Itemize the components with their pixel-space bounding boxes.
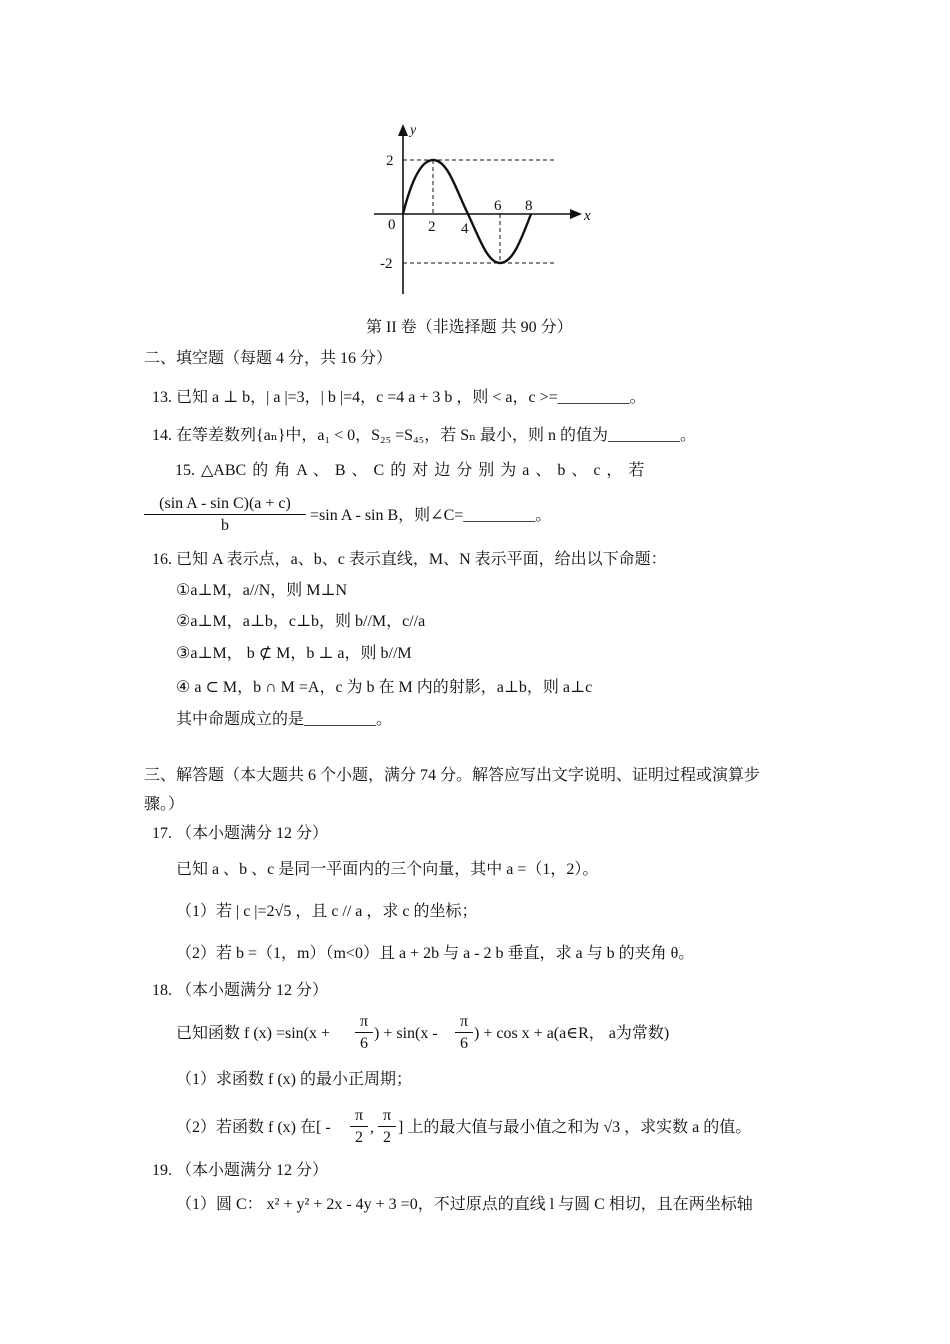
question-16-item-3: ③a⊥M， b ⊄ M，b ⊥ a，则 b//M (176, 645, 412, 662)
question-16-item-4: ④ a ⊂ M，b ∩ M =A，c 为 b 在 M 内的射影，a⊥b，则 a⊥c (176, 679, 593, 696)
pi-over-2-b (378, 1106, 396, 1149)
pi-symbol: π (378, 1106, 396, 1127)
x-tick-6: 6 (494, 198, 502, 214)
question-18-title: 18. （本小题满分 12 分） (152, 982, 329, 999)
x-tick-4: 4 (461, 221, 469, 237)
question-13: 13. 已知 a ⊥ b，| a |=3，| b |=4，c =4 a + 3 b ，则 < a，c >=_________。 (152, 389, 646, 406)
question-15-fraction (144, 494, 306, 537)
fraction-numerator: (sin A - sin C)(a + c) (144, 494, 306, 515)
question-16-conclusion: 其中命题成立的是_________。 (176, 711, 393, 728)
y-tick-2: 2 (386, 153, 394, 169)
x-axis-label: x (584, 208, 591, 224)
question-16-item-1: ①a⊥M，a//N，则 M⊥N (176, 582, 348, 599)
question-16-item-2: ②a⊥M，a⊥b，c⊥b，则 b//M，c//a (176, 613, 426, 630)
question-18-part1: （1）求函数 f (x) 的最小正周期； (176, 1071, 412, 1088)
question-17-part2: （2）若 b =（1，m）（m<0）且 a + 2b 与 a - 2 b 垂直，求 a 与 b 的夹角 θ。 (176, 945, 695, 962)
section2-header: 二、填空题（每题 4 分，共 16 分） (144, 350, 393, 367)
sine-graph (360, 118, 600, 298)
pi-over-6-b (455, 1012, 473, 1055)
x-axis-arrow (570, 209, 582, 219)
sine-curve (403, 160, 531, 263)
fraction-denominator: b (221, 517, 229, 534)
six-denominator: 6 (460, 1035, 468, 1052)
question-19-part1: （1）圆 C： x² + y² + 2x - 4y + 3 =0，不过原点的直线 l 与圆 C 相切，且在两坐标轴 (176, 1196, 753, 1213)
question-18-part2-comma: , (370, 1119, 374, 1136)
section3-header-line2: 骤。） (144, 796, 185, 813)
pi-over-2-a (350, 1106, 368, 1149)
pi-symbol: π (455, 1012, 473, 1033)
question-18-stem-suffix: ) + cos x + a(a∈R， a为常数) (474, 1025, 670, 1042)
y-tick-neg2: -2 (380, 256, 393, 272)
question-16-stem: 16. 已知 A 表示点，a、b、c 表示直线，M、N 表示平面，给出以下命题： (152, 551, 667, 568)
x-tick-2: 2 (428, 219, 436, 235)
question-18-part2-suffix: ] 上的最大值与最小值之和为 √3 ，求实数 a 的值。 (398, 1119, 752, 1136)
y-axis-arrow (398, 124, 408, 136)
two-denominator: 2 (355, 1129, 363, 1146)
question-19-title: 19. （本小题满分 12 分） (152, 1162, 329, 1179)
question-15-rest: =sin A - sin B，则∠C=_________。 (310, 507, 552, 524)
question-18-stem-prefix: 已知函数 f (x) =sin(x + (176, 1025, 331, 1042)
question-17-part1: （1）若 | c |=2√5 ，且 c // a ，求 c 的坐标； (176, 903, 478, 920)
question-18-part2-prefix: （2）若函数 f (x) 在[ - (176, 1119, 331, 1136)
question-17-title: 17. （本小题满分 12 分） (152, 825, 329, 842)
y-axis-label: y (410, 123, 417, 138)
two-denominator: 2 (383, 1129, 391, 1146)
question-15-line1: 15. △ABC 的 角 A 、 B 、 C 的 对 边 分 别 为 a 、 b 、 c ， 若 (175, 462, 645, 479)
question-18-stem-mid: ) + sin(x - (374, 1025, 438, 1042)
question-14: 14. 在等差数列{aₙ}中，a₁ < 0，S₂₅ =S₄₅，若 Sₙ 最小，则 n 的值为_________。 (152, 427, 697, 444)
six-denominator: 6 (360, 1035, 368, 1052)
pi-over-6-a (355, 1012, 373, 1055)
pi-symbol: π (350, 1106, 368, 1127)
origin-label: 0 (388, 217, 396, 233)
x-tick-8: 8 (525, 198, 533, 214)
pi-symbol: π (355, 1012, 373, 1033)
question-17-stem: 已知 a 、b 、c 是同一平面内的三个向量，其中 a =（1，2）。 (176, 861, 599, 878)
section3-header-line1: 三、解答题（本大题共 6 个小题，满分 74 分。解答应写出文字说明、证明过程或演算步 (144, 767, 761, 784)
section2-title: 第 II 卷（非选择题 共 90 分） (366, 319, 573, 336)
